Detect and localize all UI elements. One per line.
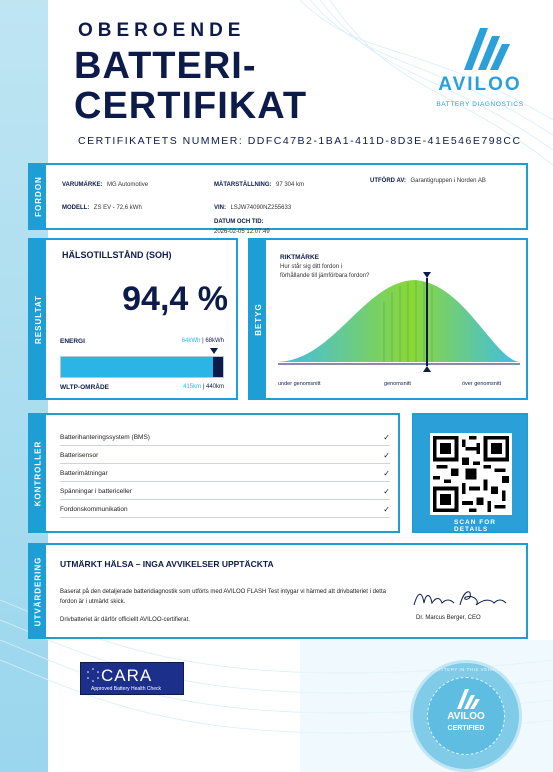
header-title-line1: BATTERI-	[74, 45, 257, 87]
aviloo-logo	[430, 20, 530, 115]
checkmark-icon: ✓	[383, 468, 390, 478]
model-label: MODELL:	[62, 205, 90, 211]
seal-ring-text: THE BATTERY IN THIS VEHICLE IS	[421, 667, 511, 672]
evaluation-section-label: UTVÄRDERING	[30, 545, 46, 637]
seal-label: CERTIFIED	[447, 725, 485, 732]
check-row-bms	[60, 429, 390, 446]
certified-seal	[410, 660, 522, 772]
benchmark-curve	[274, 262, 524, 382]
range-current: 415km	[183, 384, 202, 390]
performed-by-value: Garantigruppen i Norden AB	[410, 178, 486, 184]
cara-stars-icon	[85, 667, 101, 683]
seal-logo-icon	[451, 687, 481, 709]
evaluation-conclusion: Drivbatteriet är därför officiellt AVILOO-certifierat.	[60, 617, 190, 623]
rating-marker	[422, 272, 432, 372]
soh-bar	[60, 356, 224, 378]
qr-scan-label: SCAN FOR DETAILS	[454, 519, 496, 533]
cara-tagline: Approved Battery Health Check	[91, 686, 162, 692]
soh-bar-fill	[61, 357, 214, 377]
rating-question: Hur står sig ditt fordon i förhållande till jämförbara fordon?	[280, 264, 370, 279]
soh-value: 94,4 %	[122, 280, 228, 318]
rating-section	[248, 238, 528, 400]
seal-brand: AVILOO	[447, 711, 485, 722]
aviloo-logo-icon	[430, 20, 530, 75]
vehicle-section	[28, 163, 528, 235]
energy-sep: |	[202, 338, 204, 344]
axis-label-above: över genomsnitt	[462, 381, 502, 387]
check-label: Batterimätningar	[60, 469, 108, 477]
logo-tagline: BATTERY DIAGNOSTICS	[436, 101, 524, 108]
certificate-number: CERTIFIKATETS NUMMER: DDFC47B2-1BA1-411D-8D3E-41E546E798CC	[78, 135, 522, 147]
check-row-communication	[60, 501, 390, 518]
evaluation-section	[28, 543, 528, 639]
axis-label-below: under genomsnitt	[278, 381, 321, 387]
controls-section-label: KONTROLLER	[30, 415, 46, 531]
check-row-measurements	[60, 465, 390, 482]
qr-code-icon	[433, 436, 509, 512]
vin-value: LSJW74090NZ255633	[230, 205, 292, 211]
signature-name: Dr. Marcus Berger, CEO	[416, 615, 481, 621]
brand-label: VARUMÄRKE:	[62, 182, 103, 188]
cara-badge	[80, 662, 184, 695]
vehicle-section-label: FORDON	[30, 165, 46, 228]
checkmark-icon: ✓	[383, 486, 390, 496]
evaluation-body: Baserat på den detaljerade batteridiagnostik som utförts med AVILOO FLASH Test intygar vi härmed att drivbatteriet i detta fordon är i utmärkt skick.	[60, 589, 386, 605]
header-subtitle: OBEROENDE	[78, 20, 246, 41]
controls-section	[28, 413, 400, 533]
soh-marker-top	[210, 348, 218, 354]
signature	[410, 585, 510, 613]
range-sep: |	[202, 384, 205, 390]
result-section-label: RESULTAT	[30, 240, 46, 398]
vin-label: VIN:	[214, 205, 226, 211]
mileage-label: MÄTARSTÄLLNING:	[214, 182, 272, 188]
check-row-sensor	[60, 447, 390, 464]
qr-code[interactable]	[430, 433, 512, 515]
logo-name: AVILOO	[438, 74, 522, 95]
range-max: 440km	[205, 384, 224, 390]
range-label: WLTP-OMRÅDE	[60, 384, 109, 391]
energy-label: ENERGI	[60, 338, 85, 345]
check-label: Batterihanteringssystem (BMS)	[60, 433, 150, 441]
rating-title: RIKTMÄRKE	[280, 254, 319, 261]
check-label: Spänningar i battericeller	[60, 487, 132, 495]
check-label: Fordonskommunikation	[60, 505, 128, 513]
header-title	[74, 46, 307, 126]
performed-by-label: UTFÖRD AV:	[370, 178, 406, 184]
axis-label-average: genomsnitt	[384, 381, 411, 387]
soh-label: HÄLSOTILLSTÅND (SOH)	[62, 250, 172, 260]
model-value: ZS EV - 72,6 kWh	[93, 205, 142, 211]
header-title-line2: CERTIFIKAT	[74, 85, 308, 127]
energy-current: 64kWh	[181, 338, 201, 344]
mileage-value: 97 304 km	[276, 182, 305, 188]
brand-value: MG Automotive	[107, 182, 149, 188]
date-value: 2026-02-05 12:07:49	[214, 229, 270, 235]
checkmark-icon: ✓	[383, 432, 390, 442]
qr-panel[interactable]	[412, 413, 528, 533]
energy-max: 68kWh	[205, 338, 224, 344]
rating-marker-line	[426, 278, 428, 366]
soh-bar-end	[213, 357, 223, 377]
check-label: Batterisensor	[60, 451, 99, 459]
date-label: DATUM OCH TID:	[214, 219, 264, 225]
evaluation-headline: UTMÄRKT HÄLSA – INGA AVVIKELSER UPPTÄCKTA	[60, 559, 274, 569]
energy-values	[130, 338, 224, 344]
cara-name: CARA	[101, 666, 153, 685]
range-values	[130, 384, 224, 390]
rating-section-label: BETYG	[250, 240, 266, 398]
rating-marker-bottom-icon	[423, 366, 431, 372]
check-row-cell-voltages	[60, 483, 390, 500]
checkmark-icon: ✓	[383, 504, 390, 514]
checkmark-icon: ✓	[383, 450, 390, 460]
result-section	[28, 238, 238, 400]
